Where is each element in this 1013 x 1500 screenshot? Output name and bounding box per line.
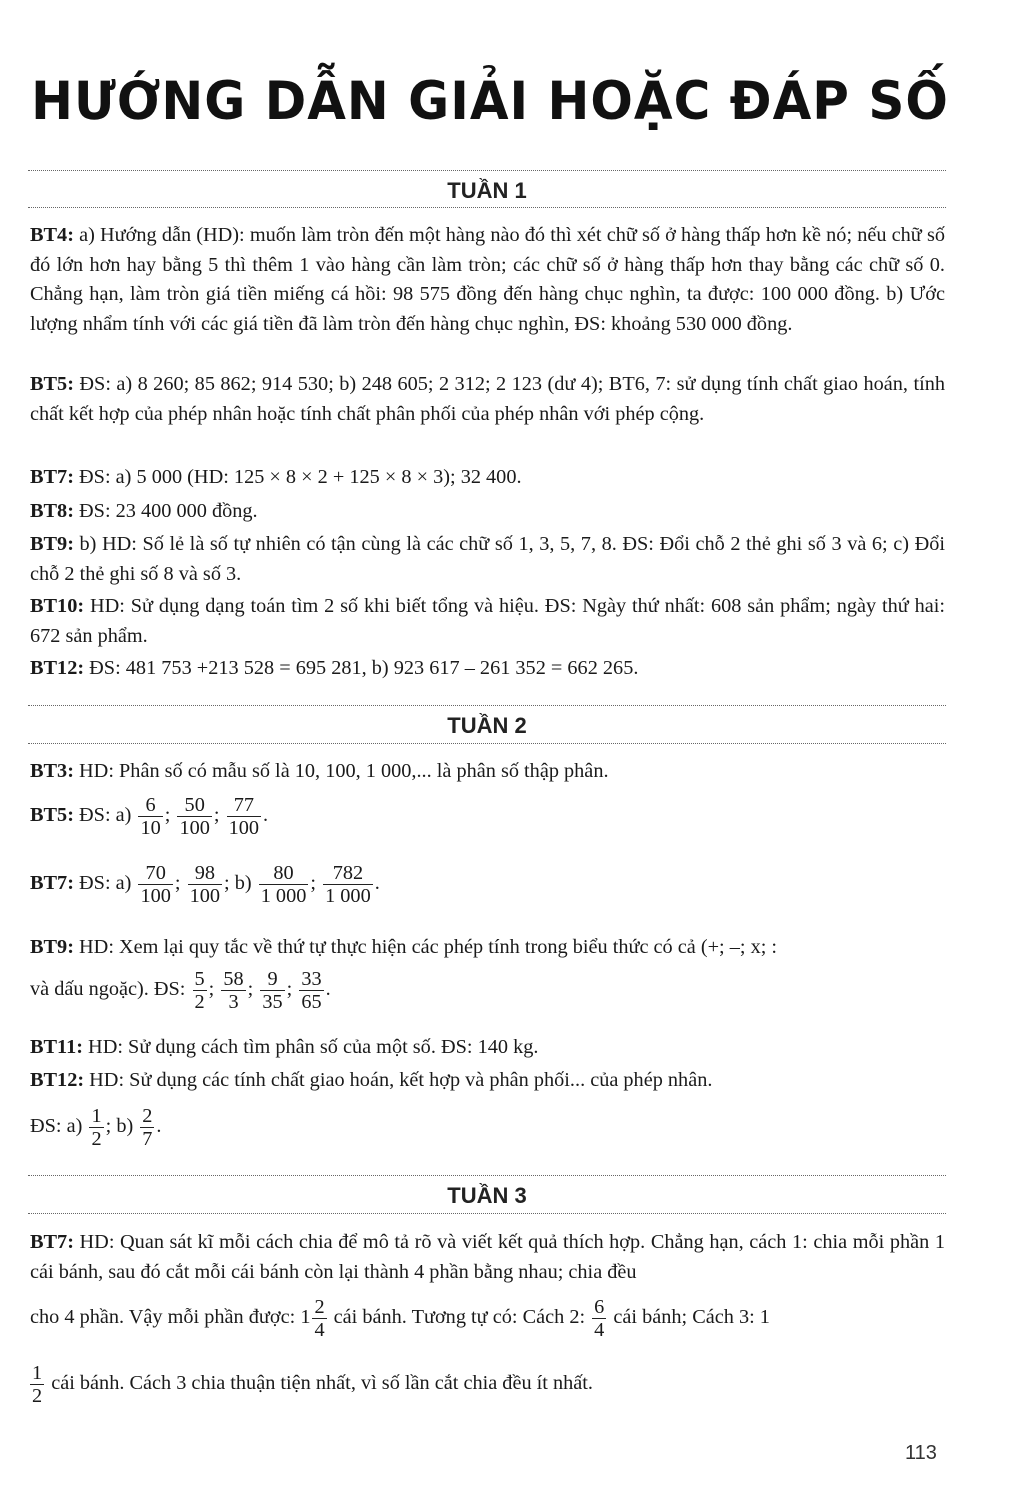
numerator: 50	[177, 794, 211, 817]
numerator: 2	[142, 1105, 153, 1127]
denominator: 1 000	[260, 885, 307, 907]
separator: ;	[310, 872, 322, 895]
exercise-text: cái bánh. Tương tự có: Cách 2:	[328, 1306, 591, 1329]
exercise-bt9	[30, 530, 945, 589]
separator: ;	[164, 804, 176, 827]
answer-prefix: ĐS: a)	[73, 804, 137, 827]
exercise-label: BT9:	[30, 533, 74, 555]
fraction	[221, 968, 245, 1013]
dotted-divider	[28, 705, 946, 706]
exercise-bt7-w3	[30, 1228, 945, 1287]
exercise-bt12	[30, 654, 945, 684]
fraction	[138, 862, 172, 907]
numerator: 9	[260, 968, 284, 991]
separator: ;	[286, 978, 298, 1001]
fraction	[140, 1105, 154, 1150]
exercise-label: BT12:	[30, 1069, 85, 1091]
exercise-text: ĐS: 23 400 000 đồng.	[73, 500, 258, 522]
mixed-whole: 1	[300, 1306, 311, 1329]
exercise-label: BT8:	[30, 500, 74, 522]
fraction	[312, 1296, 326, 1341]
exercise-bt11-w2	[30, 1033, 945, 1063]
exercise-bt7-w3-line3	[30, 1296, 945, 1341]
numerator: 98	[188, 862, 222, 885]
fraction	[188, 862, 222, 907]
exercise-label: BT7:	[30, 872, 74, 895]
exercise-text: HD: Quan sát kĩ mỗi cách chia để mô tả rõ và viết kết quả thích hợp. Chẳng hạn, cách 1: chia mỗi phần 1 cái bánh, sau đó cắt mỗi cái bánh còn lại thành 4 phần bằng nhau; chia đều	[30, 1231, 945, 1283]
exercise-text: ĐS: a) 5 000 (HD: 125 × 8 × 2 + 125 × 8 × 3); 32 400.	[73, 466, 522, 488]
exercise-label: BT5:	[30, 804, 74, 827]
fraction	[323, 862, 373, 907]
exercise-bt7	[30, 463, 945, 493]
dotted-divider	[28, 1175, 946, 1176]
exercise-bt5-w2	[30, 794, 945, 839]
page-title: HƯỚNG DẪN GIẢI HOẶC ĐÁP SỐ	[31, 70, 949, 132]
fraction	[299, 968, 323, 1013]
exercise-label: BT11:	[30, 1036, 83, 1058]
denominator: 4	[594, 1319, 605, 1341]
exercise-text: HD: Sử dụng dạng toán tìm 2 số khi biết tổng và hiệu. ĐS: Ngày thứ nhất: 608 sản phẩm; ngày thứ hai: 672 sản phẩm.	[30, 595, 945, 647]
exercise-text: cho 4 phần. Vậy mỗi phần được:	[30, 1306, 301, 1329]
exercise-label: BT9:	[30, 936, 74, 958]
denominator: 2	[194, 991, 205, 1013]
numerator: 77	[227, 794, 261, 817]
end-mark: .	[263, 804, 269, 827]
separator: ;	[213, 804, 225, 827]
exercise-text: b) HD: Số lẻ là số tự nhiên có tận cùng là các chữ số 1, 3, 5, 7, 8. ĐS: Đổi chỗ 2 thẻ ghi số 3 và 6; c) Đổi chỗ 2 thẻ ghi số 8 và số 3.	[30, 533, 945, 585]
fraction	[259, 862, 309, 907]
numerator: 58	[223, 968, 244, 990]
exercise-text: ĐS: 481 753 +213 528 = 695 281, b) 923 617 – 261 352 = 662 265.	[84, 657, 639, 679]
exercise-label: BT7:	[30, 466, 74, 488]
separator: ; b)	[105, 1115, 139, 1138]
denominator: 4	[314, 1319, 325, 1341]
denominator: 10	[140, 817, 161, 839]
answer-prefix: ĐS: a)	[73, 872, 137, 895]
numerator: 2	[314, 1296, 325, 1318]
exercise-bt5	[30, 370, 945, 429]
exercise-label: BT5:	[30, 373, 74, 395]
exercise-text: ĐS: a) 8 260; 85 862; 914 530; b) 248 605; 2 312; 2 123 (dư 4); BT6, 7: sử dụng tính chất giao hoán, tính chất kết hợp của phép nhân hoặc tính chất phân phối của phép nhân với phép cộng.	[30, 373, 945, 425]
fraction	[177, 794, 211, 839]
exercise-bt7-w3-line4	[30, 1362, 945, 1407]
denominator: 100	[228, 817, 260, 839]
numerator: 6	[138, 794, 162, 817]
denominator: 65	[301, 991, 322, 1013]
end-mark: .	[156, 1115, 162, 1138]
exercise-bt9-w2	[30, 933, 945, 963]
exercise-bt10	[30, 592, 945, 651]
exercise-label: BT3:	[30, 760, 74, 782]
fraction	[592, 1296, 606, 1341]
exercise-text: cái bánh. Cách 3 chia thuận tiện nhất, vì số lần cắt chia đều ít nhất.	[46, 1372, 593, 1395]
exercise-text: cái bánh; Cách 3: 1	[608, 1306, 770, 1329]
end-mark: .	[325, 978, 331, 1001]
exercise-text: HD: Sử dụng cách tìm phân số của một số. ĐS: 140 kg.	[82, 1036, 539, 1058]
exercise-bt7-w2	[30, 862, 945, 907]
fraction	[30, 1362, 44, 1407]
dotted-divider	[28, 170, 946, 171]
exercise-label: BT7:	[30, 1231, 74, 1253]
dotted-divider	[28, 207, 946, 208]
denominator: 2	[91, 1128, 102, 1150]
denominator: 35	[262, 991, 283, 1013]
dotted-divider	[28, 743, 946, 744]
numerator: 782	[323, 862, 373, 885]
fraction	[193, 968, 207, 1013]
exercise-bt12-w2	[30, 1066, 945, 1096]
exercise-text: HD: Xem lại quy tắc về thứ tự thực hiện các phép tính trong biểu thức có cả (+; –; x; :	[73, 936, 778, 958]
denominator: 1 000	[325, 885, 371, 907]
separator: ;	[247, 978, 259, 1001]
denominator: 7	[142, 1128, 153, 1150]
exercise-text: HD: Sử dụng các tính chất giao hoán, kết hợp và phân phối... của phép nhân.	[84, 1069, 713, 1091]
fraction	[89, 1105, 103, 1150]
fraction	[227, 794, 261, 839]
exercise-bt4	[30, 221, 945, 339]
exercise-bt12-w2-answer	[30, 1105, 945, 1150]
denominator: 2	[32, 1385, 43, 1407]
denominator: 100	[179, 817, 210, 839]
answer-prefix: và dấu ngoặc). ĐS:	[30, 978, 191, 1001]
denominator: 100	[140, 885, 171, 907]
numerator: 70	[138, 862, 172, 885]
numerator: 1	[91, 1105, 102, 1127]
exercise-bt9-w2-answer	[30, 968, 945, 1013]
exercise-bt8	[30, 497, 945, 527]
week-heading: TUẦN 1	[447, 178, 527, 203]
denominator: 3	[228, 991, 239, 1013]
separator: ;	[208, 978, 220, 1001]
denominator: 100	[189, 885, 221, 907]
numerator: 33	[301, 968, 322, 990]
exercise-text: HD: Phân số có mẫu số là 10, 100, 1 000,... là phân số thập phân.	[73, 760, 609, 782]
fraction	[260, 968, 284, 1013]
week-heading: TUẦN 2	[447, 713, 527, 738]
separator: ; b)	[224, 872, 257, 895]
exercise-label: BT4:	[30, 224, 74, 246]
numerator: 80	[259, 862, 309, 885]
end-mark: .	[374, 872, 380, 895]
fraction	[138, 794, 162, 839]
numerator: 1	[32, 1362, 43, 1384]
exercise-bt3	[30, 757, 945, 787]
exercise-text: a) Hướng dẫn (HD): muốn làm tròn đến một hàng nào đó thì xét chữ số ở hàng thấp hơn kề nó; nếu chữ số đó lớn hơn hay bằng 5 thì thêm 1 vào hàng cần làm tròn; các chữ số ở hàng thấp hơn thay bằng các chữ số 0. Chẳng hạn, làm tròn giá tiền miếng cá hồi: 98 575 đồng đến hàng chục nghìn, ta được: 100 000 đồng. b) Ước lượng nhẩm tính với các giá tiền đã làm tròn đến hàng chục nghìn, ĐS: khoảng 530 000 đồng.	[30, 224, 945, 335]
exercise-label: BT10:	[30, 595, 85, 617]
week-heading: TUẦN 3	[447, 1183, 527, 1208]
numerator: 5	[194, 968, 205, 990]
separator: ;	[174, 872, 186, 895]
exercise-label: BT12:	[30, 657, 85, 679]
numerator: 6	[594, 1296, 605, 1318]
page-number: 113	[905, 1442, 937, 1464]
answer-prefix: ĐS: a)	[30, 1115, 88, 1138]
dotted-divider	[28, 1213, 946, 1214]
